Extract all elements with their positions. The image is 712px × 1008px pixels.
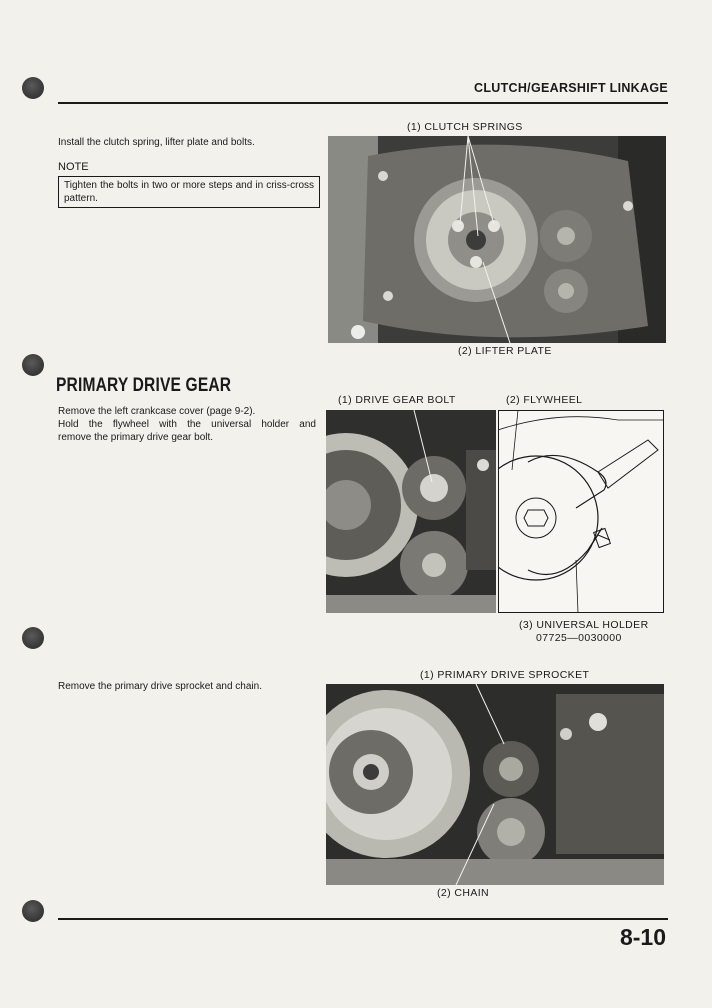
binder-hole [22,627,44,649]
callout-chain: (2) CHAIN [437,887,490,899]
tool-part-number: 07725—0030000 [536,632,622,644]
callout-clutch-springs: (1) CLUTCH SPRINGS [407,121,523,133]
callout-flywheel: (2) FLYWHEEL [506,394,583,406]
drive-gear-bolt-photo [326,410,496,613]
callout-lifter-plate: (2) LIFTER PLATE [458,345,552,357]
callout-drive-gear-bolt: (1) DRIVE GEAR BOLT [338,394,456,406]
callout-universal-holder: (3) UNIVERSAL HOLDER [519,619,649,631]
binder-hole [22,354,44,376]
primary-drive-text-3: remove the primary drive gear bolt. [58,432,214,443]
header-rule [58,102,668,104]
binder-hole [22,900,44,922]
callout-primary-drive-sprocket: (1) PRIMARY DRIVE SPROCKET [420,669,590,681]
page-number: 8-10 [619,924,666,950]
note-box: Tighten the bolts in two or more steps and in criss-cross pattern. [58,176,320,208]
note-label: NOTE [58,161,89,173]
section-title-primary-drive-gear: PRIMARY DRIVE GEAR [56,375,232,396]
primary-drive-text-1: Remove the left crankcase cover (page 9-2). [58,406,256,417]
flywheel-holder-illustration [498,410,664,613]
section-header: CLUTCH/GEARSHIFT LINKAGE [474,81,668,95]
clutch-springs-photo [328,136,666,343]
step-remove-sprocket-text: Remove the primary drive sprocket and chain. [58,681,262,692]
footer-rule [58,918,668,920]
step-install-text: Install the clutch spring, lifter plate and bolts. [58,137,255,148]
primary-drive-sprocket-photo [326,684,664,885]
primary-drive-text-2: Hold the flywheel with the universal holder and [58,419,316,430]
binder-hole [22,77,44,99]
